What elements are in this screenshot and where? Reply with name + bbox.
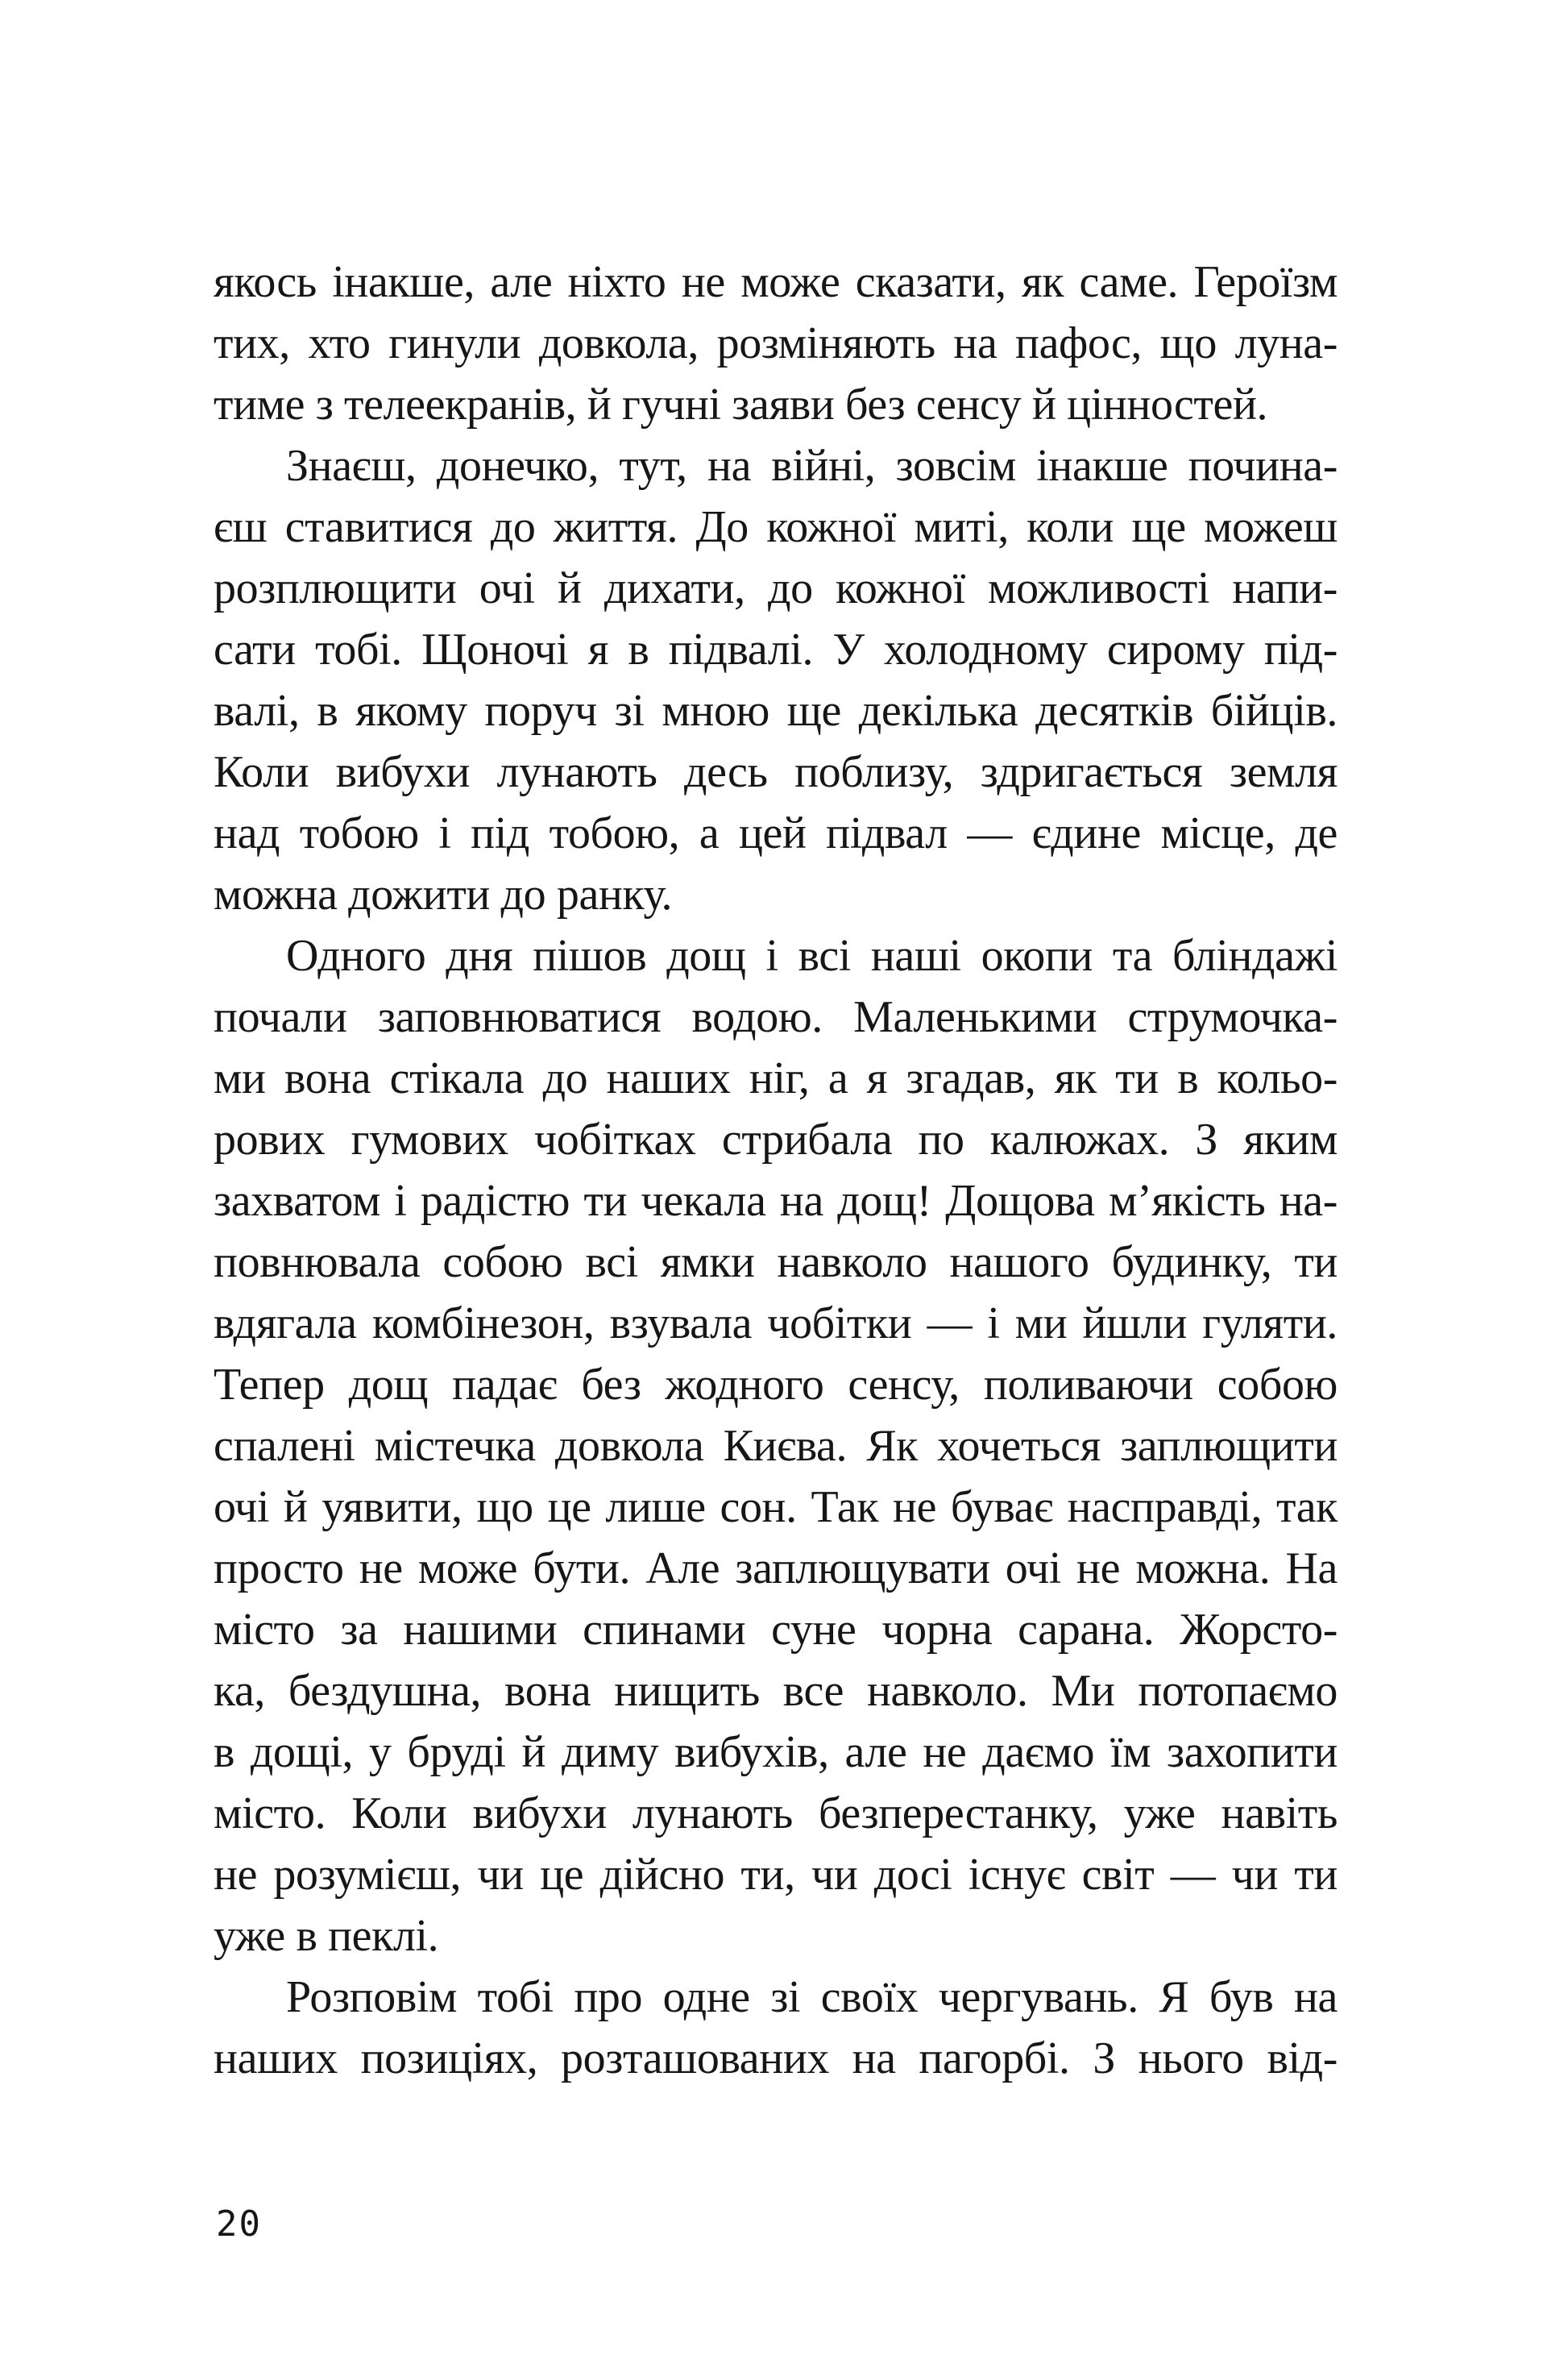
paragraph bbox=[214, 925, 1338, 1967]
text-line: спалені містечка довкола Києва. Як хочеться заплющити bbox=[214, 1421, 1338, 1471]
text-line: сати тобі. Щоночі я в підвалі. У холодному сирому під- bbox=[214, 625, 1338, 675]
text-line: Тепер дощ падає без жодного сенсу, поливаючи собою bbox=[214, 1360, 1338, 1410]
text-line: ми вона стікала до наших ніг, а я згадав, як ти в кольо- bbox=[214, 1053, 1338, 1103]
paragraph bbox=[214, 1967, 1338, 2089]
text-line: очі й уявити, що це лише сон. Так не буває насправді, так bbox=[214, 1482, 1338, 1532]
body-text bbox=[214, 251, 1338, 2089]
text-line: не розумієш, чи це дійсно ти, чи досі існує світ — чи ти bbox=[214, 1850, 1338, 1900]
text-line: якось інакше, але ніхто не може сказати, як саме. Героїзм bbox=[214, 257, 1338, 307]
text-line: просто не може бути. Але заплющувати очі не можна. На bbox=[214, 1543, 1338, 1593]
text-line: місто. Коли вибухи лунають безперестанку, уже навіть bbox=[214, 1788, 1338, 1838]
text-line: Знаєш, донечко, тут, на війні, зовсім інакше почина- bbox=[286, 441, 1338, 491]
text-line: тиме з телеекранів, й гучні заяви без сенсу й цінностей. bbox=[214, 380, 1268, 430]
text-line: місто за нашими спинами суне чорна сарана. Жорсто- bbox=[214, 1605, 1338, 1655]
text-line: ка, бездушна, вона нищить все навколо. Ми потопаємо bbox=[214, 1666, 1338, 1716]
text-line: уже в пеклі. bbox=[214, 1911, 439, 1961]
text-line: над тобою і під тобою, а цей підвал — єдине місце, де bbox=[214, 808, 1338, 858]
text-line: повнювала собою всі ямки навколо нашого будинку, ти bbox=[214, 1237, 1338, 1287]
paragraph bbox=[214, 435, 1338, 925]
text-line: вдягала комбінезон, взувала чобітки — і ми йшли гуляти. bbox=[214, 1298, 1338, 1348]
text-line: Одного дня пішов дощ і всі наші окопи та бліндажі bbox=[286, 931, 1338, 981]
text-line: можна дожити до ранку. bbox=[214, 870, 673, 920]
text-line: Коли вибухи лунають десь поблизу, здригається земля bbox=[214, 747, 1338, 797]
text-line: Розповім тобі про одне зі своїх чергувань. Я був на bbox=[286, 1972, 1338, 2022]
text-line: захватом і радістю ти чекала на дощ! Дощова м’якість на- bbox=[214, 1176, 1338, 1226]
text-line: єш ставитися до життя. До кожної миті, коли ще можеш bbox=[214, 502, 1338, 552]
text-line: розплющити очі й дихати, до кожної можливості напи- bbox=[214, 563, 1338, 613]
text-line: валі, в якому поруч зі мною ще декілька десятків бійців. bbox=[214, 686, 1338, 736]
text-line: почали заповнюватися водою. Маленькими струмочка- bbox=[214, 992, 1338, 1042]
text-line: в дощі, у бруді й диму вибухів, але не даємо їм захопити bbox=[214, 1727, 1338, 1777]
text-line: рових гумових чобітках стрибала по калюжах. З яким bbox=[214, 1115, 1338, 1165]
text-line: наших позиціях, розташованих на пагорбі. З нього від- bbox=[214, 2033, 1338, 2083]
text-line: тих, хто гинули довкола, розміняють на пафос, що луна- bbox=[214, 318, 1338, 368]
page-number: 20 bbox=[216, 2203, 262, 2245]
paragraph bbox=[214, 251, 1338, 435]
